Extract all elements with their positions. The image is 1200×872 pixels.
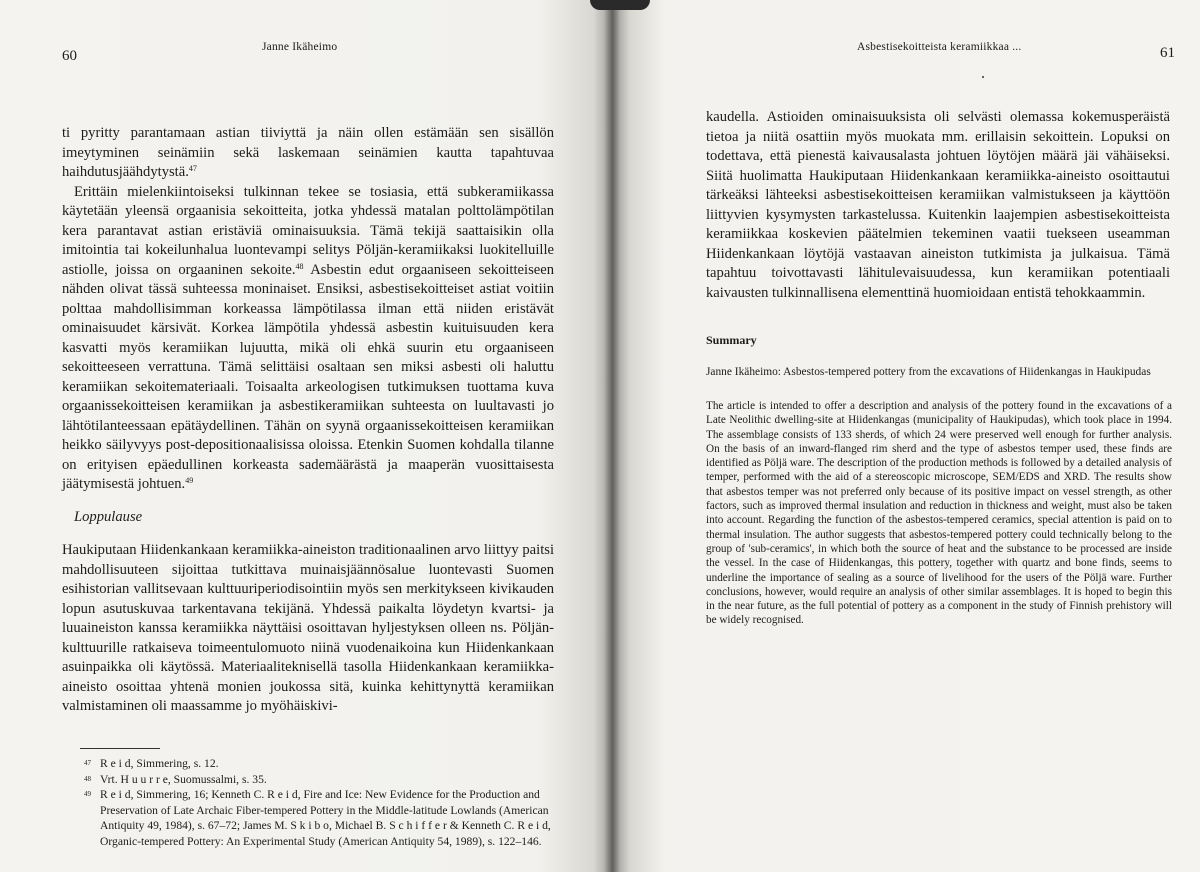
gutter-shadow xyxy=(604,0,620,872)
binding-mark xyxy=(590,0,650,10)
page-number-left: 60 xyxy=(62,48,77,64)
closing-paragraph: Haukiputaan Hiidenkankaan keramiikka-aineiston traditionaalinen arvo liittyy paitsi mahdollisuuteen sijoittaa tutkittava muinaisjäännösalue luontevasti Suomen esihistorian vallitsevaan kulttuuriperiodisointiin myös sen merkitykseen kivikauden lopun asutuskuvaa tarkentavana tekijänä. Yhdessä paikalta löydetyn kvartsi- ja luuaineiston kanssa keramiikka näyttäisi osoittavan hyljestyksen olleen ns. Pöljän-kulttuurille ratkaiseva toimeentulomuoto niinä vuodenaikoina kun Hiidenkankaan asuinpaikka oli käytössä. Materiaaliteknisellä tasolla Hiidenkankaan keramiikka-aineisto osoittaa yhtenä monien joukossa sitä, kuinka kehittynyttä keramiikan valmistaminen oli maassamme jo myöhäiskivi- xyxy=(62,542,554,714)
left-body-text xyxy=(62,124,554,495)
running-head-left: Janne Ikäheimo xyxy=(262,41,338,53)
running-head-right: Asbestisekoitteista keramiikkaa ... xyxy=(857,41,1022,53)
right-body-text: kaudella. Astioiden ominaisuuksista oli selvästi olemassa kokemusperäistä tietoa ja niitä osattiin myös muokata mm. erillaisin sekoittein. Lopuksi on todettava, että pienestä kaivausalasta johtuen löytöjen määrä jäi vähäiseksi. Siitä huolimatta Haukiputaan Hiidenkankaan keramiikka-aineisto osoittautui tärkeäksi lähteeksi asbestisekoitteisen keramiikan valmistukseen ja käyttöön liittyvien kysymysten tarkastelussa. Kuitenkin laajempien asbestisekoitteista keramiikkaa koskevien päätelmien tekeminen vaatii tuekseen useamman Hiidenkankaan löytöjä vastaavan aineiston tutkimista ja julkaisua. Tämä tapahtuu toivottavasti lähitulevaisuudessa, kun keramiikan potentiaali kaivausten tulkinnallisena elementtinä huomioidaan entistä tehokkaammin. xyxy=(706,109,1170,301)
page-number-right: 61 xyxy=(1160,45,1175,61)
speck xyxy=(982,76,984,78)
footnote-rule xyxy=(80,748,160,749)
paragraph: ti pyritty parantamaan astian tiiviyttä ja näin ollen estämään sen sisällön imeytyminen seinämiin sekä laskemaan seinämien kautta tapahtuvaa haihdutusjäähdytystä.$^{47}$ xyxy=(62,125,554,180)
footnote: 49 R e i d, Simmering, 16; Kenneth C. R e i d, Fire and Ice: New Evidence for the Production and Preservation of Late Archaic Fiber-tempered Pottery in the Middle-latitude Lowlands (American Antiquity 49, 1984), s. 67–72; James M. S k i b o, Michael B. S c h i f f e r & Kenneth C. R e i d, Organic-tempered Pottery: An Experimental Study (American Antiquity 54, 1989), s. 122–146. xyxy=(84,788,551,848)
summary-text: The article is intended to offer a description and analysis of the pottery found in the excavations of a Late Neolithic dwelling-site at Hiidenkangas (municipality of Haukipudas), which took place in 1994. The assemblage consists of 133 sherds, of which 24 were preserved well enough for further analysis. On the basis of an inward-flanged rim sherd and the type of asbestos temper used, these finds are identified as Pöljä ware. The description of the production methods is followed by a detailed analysis of temper, performed with the aid of a stereoscopic microscope, SEM/EDS and XRD. The results show that asbestos temper was not preferred only because of its positive impact on vessel strength, as other factors, such as improved thermal insulation and reduction in thickness and weight, must also be taken into account. Regarding the function of the asbestos-tempered ceramics, special attention is paid on to thermal insulation. The author suggests that asbestos-tempered pottery could technically belong to the group of 'sub-ceramics', in which both the source of heat and the substance to be processed are inside the vessel. In the case of Hiidenkangas, this pottery, together with quartz and bone finds, seems to underline the importance of sealing as a source of livelihood for the users of the Pöljä ware. Further conclusions, however, would require an analysis of other similar assemblages. It is hoped to begin this in the near future, as the full potential of pottery as a component in the study of Finnish prehistory will be widely recognised. xyxy=(706,400,1172,627)
paragraph: Erittäin mielenkiintoiseksi tulkinnan tekee se tosiasia, että subkeramiikassa käytetään yleensä orgaanisia sekoitteita, jotka yhdessä matalan polttolämpötilan kera parantavat astian eristäviä ominaisuuksia. Tämä tekijä saattaisikin olla imitointia tai kokeilunhalua luontevampi selitys Pöljän-keramiikaksi luokitelluille astiolle, joissa on orgaaninen sekoite.$^{48}$ Asbestin edut orgaaniseen sekoitteiseen nähden olivat tässä suhteessa moninaiset. Ensiksi, asbestisekoitteiset astiat voitiin polttaa mahdollisimman korkeassa lämpötilassa ilman että niiden eristävät ominaisuudet kärsivät. Korkea lämpötila yhdessä asbestin kuituisuuden kera kasvatti myös keramiikan lujuutta, mikä oli ehkä suurin etu orgaaniseen sekoitteeseen verrattuna. Tämä selittäisi osaltaan sen miksi asbesti oli haluttu keramiikan sekoitemateriaali. Toisaalta arkeologisen tutkimuksen tuottama kuva orgaanissekoitteisen keramiikan ja asbestikeramiikan suhteesta on luultavasti jo lähtötilanteessaan epätäydellinen. Tähän on syynä orgaanissekoitteisen keramiikan heikko säilyvyys post-depositionaalisissa oloissa. Etenkin Suomen kohdalla tilanne on erityisen epäedullinen korkeasta sademäärästä ja maaperän vuosittaisesta jäätymisestä johtuen.$^{49}$ xyxy=(62,183,554,492)
section-heading: Loppulause xyxy=(74,509,143,525)
right-page xyxy=(612,0,1200,872)
footnotes xyxy=(84,756,554,849)
summary-heading: Summary xyxy=(706,333,757,347)
footnote: 48 Vrt. H u u r r e, Suomussalmi, s. 35. xyxy=(84,772,267,786)
summary-subtitle: Janne Ikäheimo: Asbestos-tempered pottery from the excavations of Hiidenkangas in Haukipudas xyxy=(706,366,1151,378)
footnote: 47 R e i d, Simmering, s. 12. xyxy=(84,757,219,770)
